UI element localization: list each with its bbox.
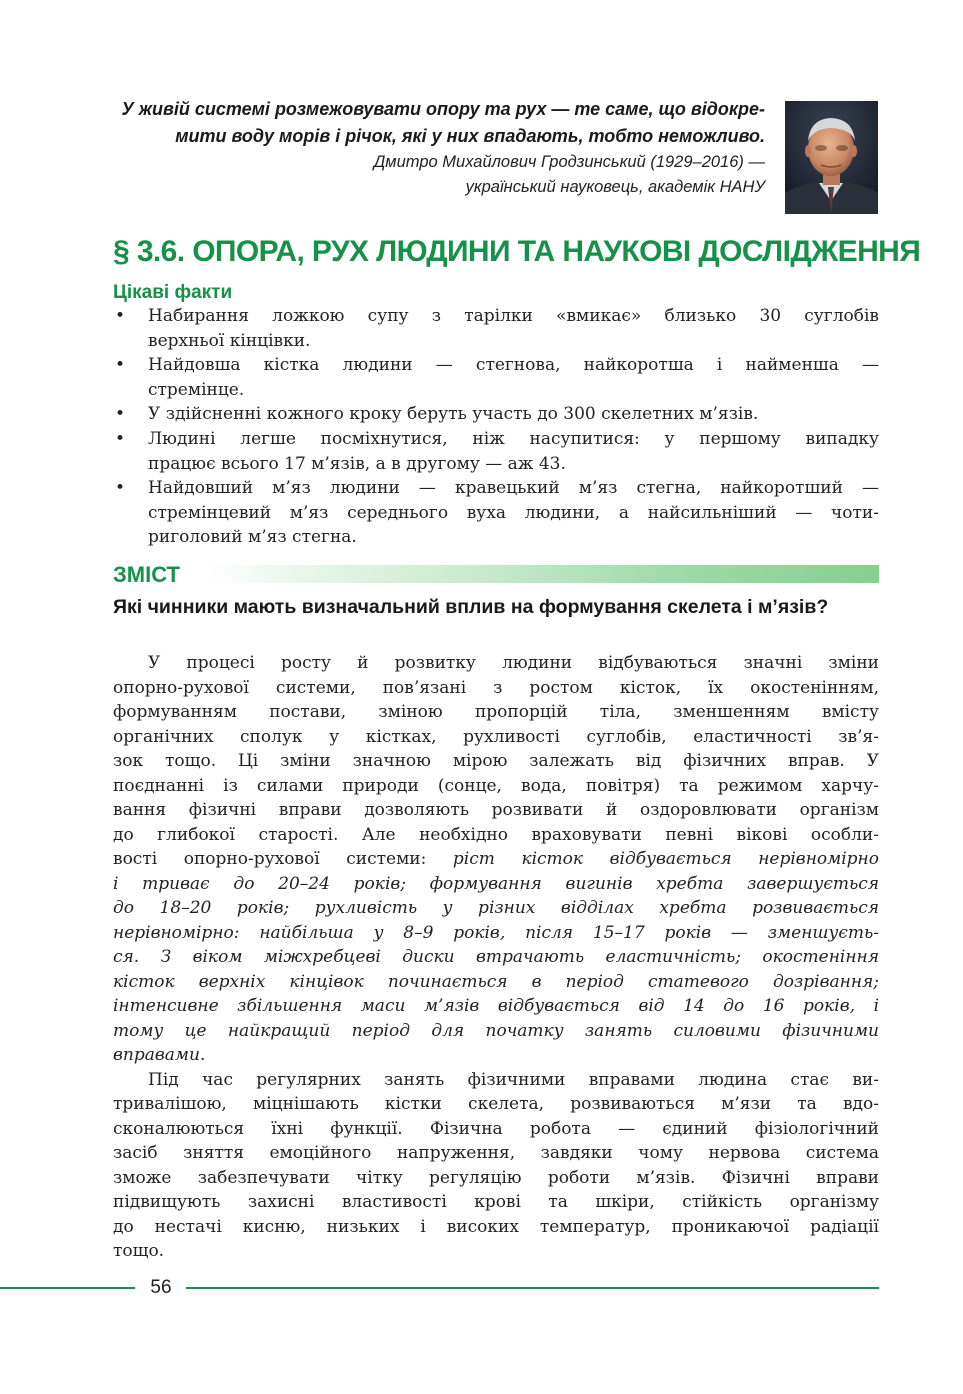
list-item bbox=[113, 476, 879, 550]
list-item bbox=[113, 353, 879, 402]
paragraph-line: У процесі росту й розвитку людини відбуваються значні зміни bbox=[148, 653, 879, 673]
paragraph-line: поєднанні із силами природи (сонце, вода, повітря) та режимом харчу- bbox=[113, 775, 879, 796]
paragraph-line: підвищують захисні властивості крові та шкіри, стійкість організму bbox=[113, 1192, 879, 1212]
facts-list bbox=[113, 304, 879, 550]
paragraph-line: формуванням постави, зміною пропорцій тіла, зменшенням вмісту bbox=[113, 702, 879, 722]
paragraph-line: Під час регулярних занять фізичними вправами людина стає ви- bbox=[148, 1069, 879, 1090]
epigraph-quote-line: У живій системі розмежовувати опору та рух — те саме, що відокре- bbox=[121, 99, 765, 119]
paragraph-line: органічних сполук у кістках, рухливості суглобів, еластичності зв’я- bbox=[113, 726, 879, 747]
footer-rule-left bbox=[0, 1287, 135, 1289]
content-question: Які чинники мають визначальний вплив на формування скелета і м’язів? bbox=[113, 596, 829, 618]
fact-line: Найдовша кістка людини — стегнова, найкоротша і найменша — bbox=[148, 355, 879, 376]
epigraph-quote-line: мити воду морів і річок, які у них впадають, тобто неможливо. bbox=[175, 126, 765, 146]
paragraph-line: засіб зняття емоційного напруження, завдяки чому нервова система bbox=[113, 1143, 879, 1163]
paragraph-line: інтенсивне збільшення маси м’язів відбувається від 14 до 16 років, і bbox=[113, 996, 879, 1016]
fact-line: Людині легше посміхнутися, ніж насупитися: у першому випадку bbox=[148, 428, 879, 449]
bullet: • bbox=[115, 306, 126, 326]
paragraph-line: тому це найкращий період для початку занять силовими фізичними bbox=[113, 1020, 879, 1041]
fact-line: стремінцевий м’яз середнього вуха людини, а найсильніший — чоти- bbox=[148, 502, 879, 523]
paragraph-line: до нестачі кисню, низьких і високих температур, проникаючої радіації bbox=[113, 1216, 879, 1237]
paragraph-line: нерівномірно: найбільша у 8–9 років, після 15–17 років — зменшуєть- bbox=[113, 922, 879, 943]
paragraph-line: тривалішою, міцнішають кістки скелета, розвиваються м’язи та вдо- bbox=[113, 1094, 879, 1114]
paragraph-line: кісток верхніх кінцівок починається в період статевого дозрівання; bbox=[113, 971, 879, 992]
paragraph-line: тощо. bbox=[113, 1241, 165, 1261]
fact-line: Набирання ложкою супу з тарілки «вмикає» близько 30 суглобів bbox=[148, 306, 879, 326]
italic-text: ріст кісток відбувається нерівномірно bbox=[452, 849, 879, 869]
epigraph bbox=[100, 96, 765, 200]
plain-text: . bbox=[199, 1045, 206, 1065]
bullet: • bbox=[115, 355, 126, 376]
paragraph-line: зок тощо. Ці зміни значною мірою залежать від фізичних вправ. У bbox=[113, 751, 879, 771]
paragraph-line: вання фізичні вправи дозволяють розвивати й оздоровлювати організм bbox=[113, 800, 879, 820]
bullet: • bbox=[115, 478, 126, 499]
epigraph-author-line: український науковець, академік НАНУ bbox=[465, 178, 765, 196]
fact-line: стремінце. bbox=[148, 379, 245, 400]
paragraph-line: опорно-рухової системи, пов’язані з ростом кісток, їх окостенінням, bbox=[113, 677, 879, 698]
paragraph-line: до глибокої старості. Але необхідно враховувати певні вікові особли- bbox=[113, 824, 879, 845]
fact-line: працює всього 17 м’язів, а в другому — аж 43. bbox=[148, 453, 566, 474]
paragraph-line bbox=[113, 847, 879, 872]
author-portrait bbox=[785, 101, 878, 214]
paragraph-line bbox=[113, 1043, 879, 1068]
paragraph-line: і триває до 20–24 років; формування вигинів хребта завершується bbox=[113, 873, 879, 894]
plain-text: вості опорно-рухової системи: bbox=[113, 849, 453, 869]
list-item bbox=[113, 402, 879, 427]
content-heading: ЗМІСТ bbox=[113, 562, 180, 587]
body-text bbox=[113, 651, 879, 1264]
epigraph-author-line: Дмитро Михайлович Гродзинський (1929–2016) — bbox=[373, 153, 765, 171]
section-title: § 3.6. ОПОРА, РУХ ЛЮДИНИ ТА НАУКОВІ ДОСЛІДЖЕННЯ bbox=[113, 235, 921, 268]
fact-line: У здійсненні кожного кроку беруть участь до 300 скелетних м’язів. bbox=[148, 404, 759, 425]
fact-line: верхньої кінцівки. bbox=[148, 330, 311, 351]
facts-heading: Цікаві факти bbox=[113, 282, 233, 303]
paragraph-line: ся. З віком міжхребцеві диски втрачають еластичність; окостеніння bbox=[113, 947, 879, 967]
bullet: • bbox=[115, 404, 126, 425]
page-number: 56 bbox=[150, 1277, 172, 1298]
paragraph-line: до 18–20 років; рухливість у різних відділах хребта розвивається bbox=[113, 898, 879, 918]
content-heading-bar bbox=[113, 565, 879, 583]
footer-rule-right bbox=[186, 1287, 879, 1289]
bullet: • bbox=[115, 428, 126, 449]
paragraph-line: сконалюються їхні функції. Фізична робота — єдиний фізіологічний bbox=[113, 1118, 879, 1139]
list-item bbox=[113, 427, 879, 476]
italic-text: вправами bbox=[113, 1045, 200, 1065]
fact-line: Найдовший м’яз людини — кравецький м’яз стегна, найкоротший — bbox=[148, 478, 879, 499]
list-item bbox=[113, 304, 879, 353]
paragraph-line: зможе забезпечувати чітку регуляцію роботи м’язів. Фізичні вправи bbox=[113, 1167, 879, 1188]
fact-line: риголовий м’яз стегна. bbox=[148, 527, 357, 548]
